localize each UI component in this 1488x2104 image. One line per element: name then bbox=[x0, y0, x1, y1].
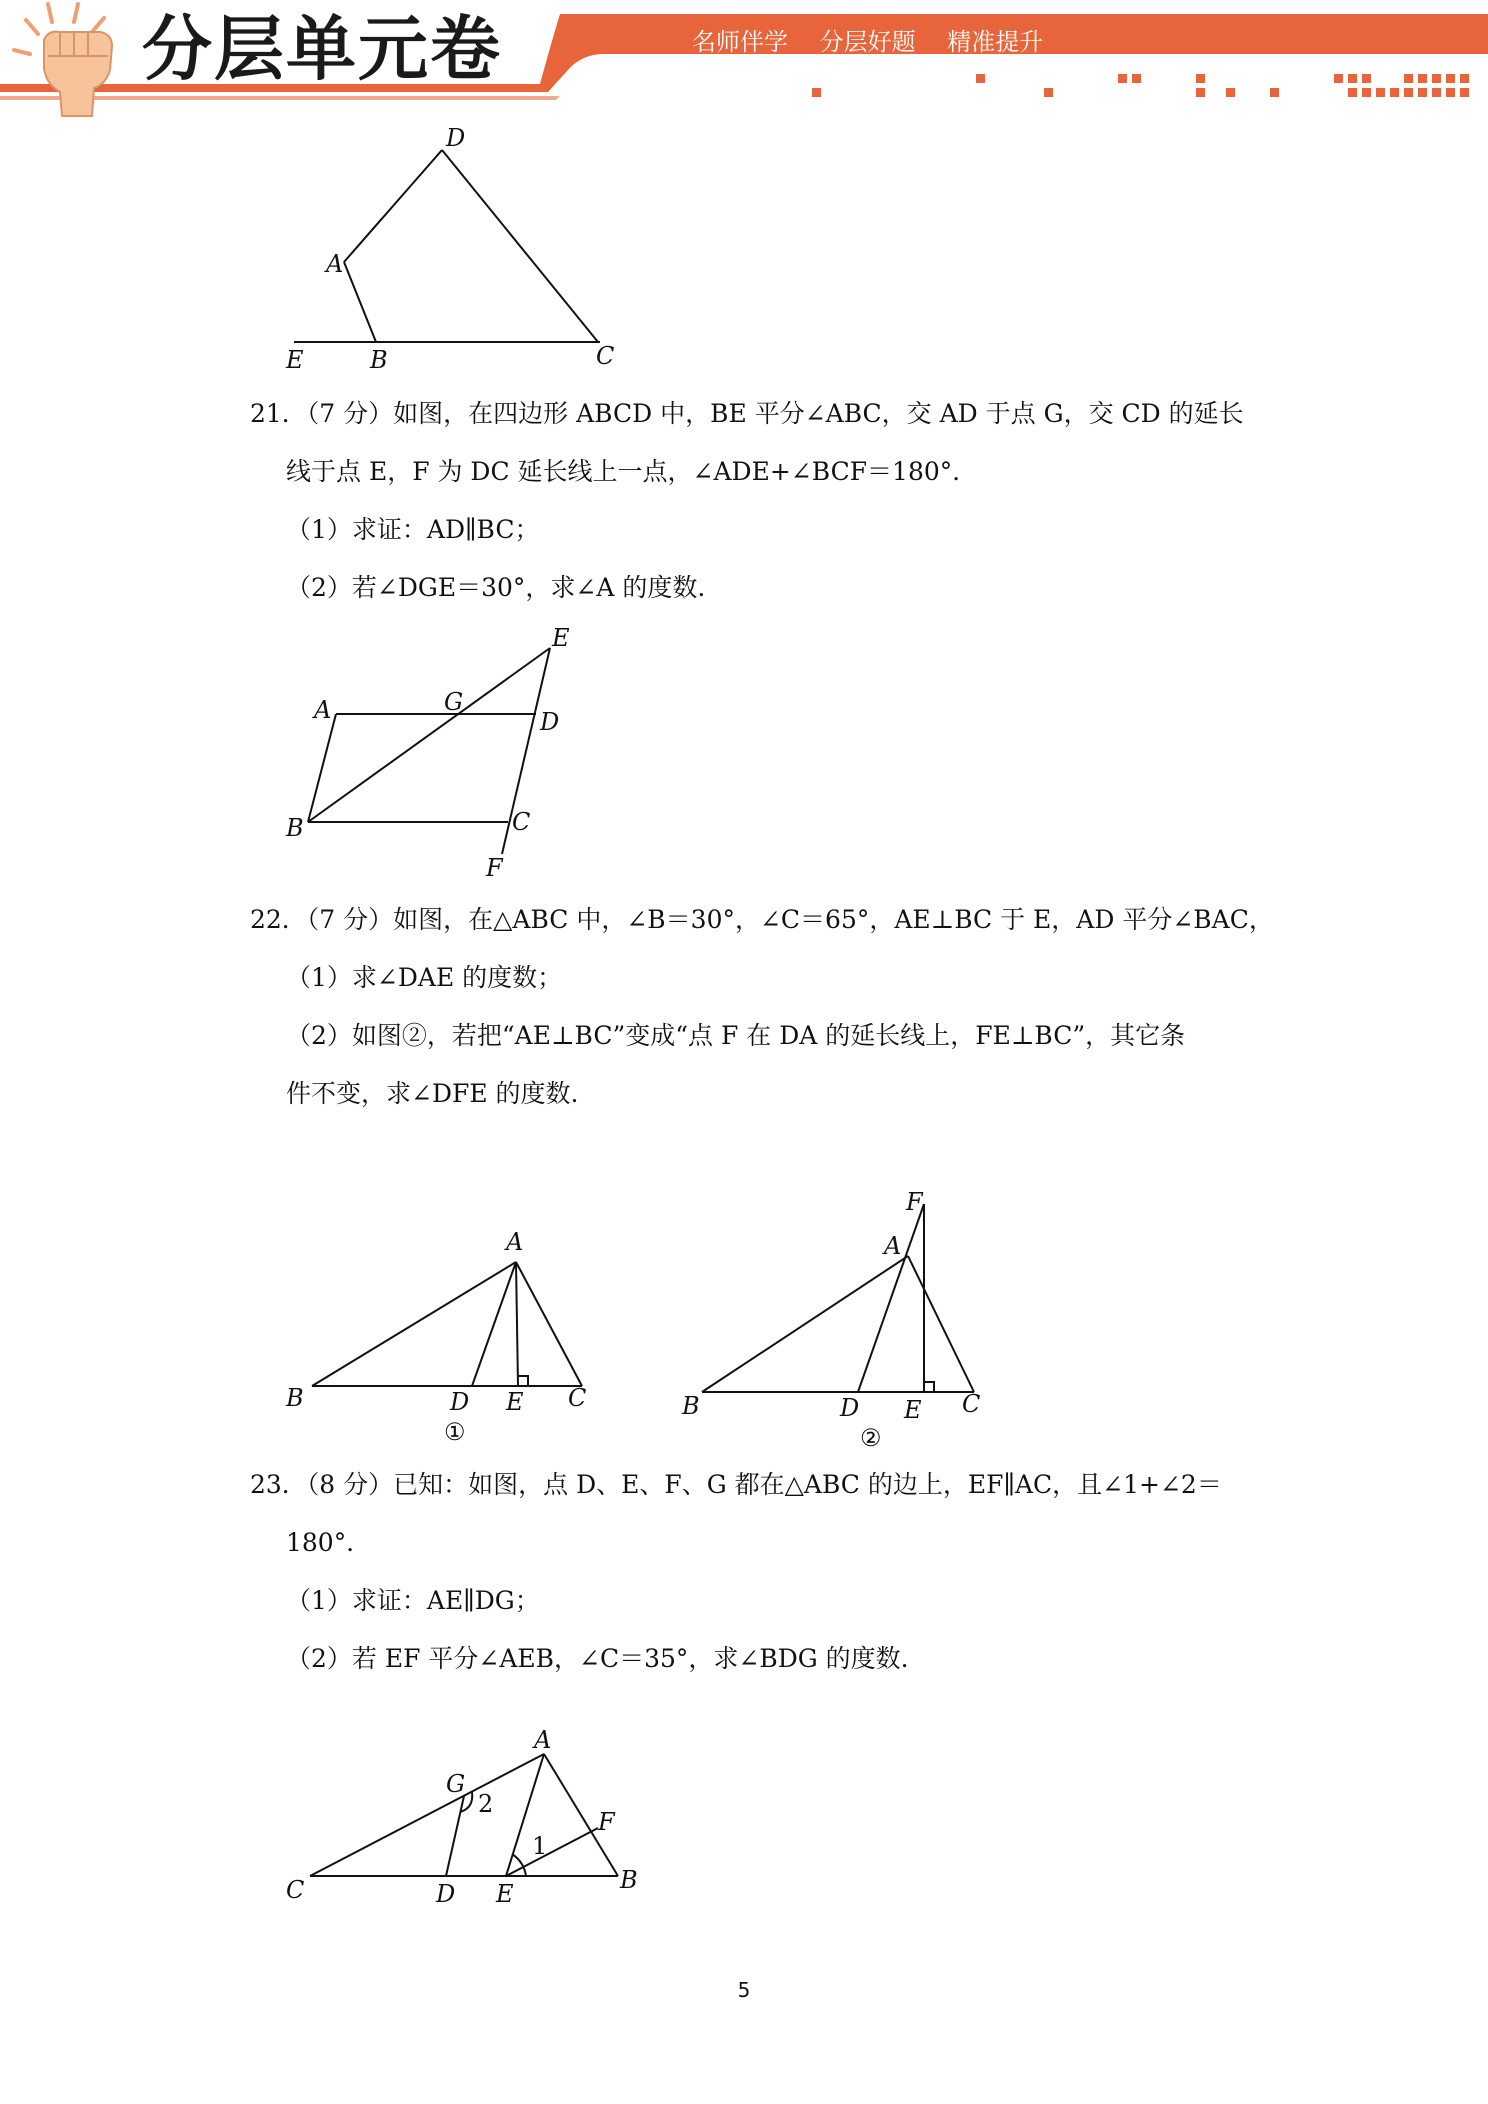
q22-part1: （1）求∠DAE 的度数； bbox=[286, 963, 563, 992]
segment-ad bbox=[344, 150, 442, 262]
segment-ab bbox=[702, 1256, 908, 1392]
label-B: B bbox=[286, 814, 304, 842]
label-A: A bbox=[506, 1228, 524, 1256]
figure-q23 bbox=[270, 1700, 670, 1920]
slogan-2: 分层好题 bbox=[819, 28, 916, 56]
label-B: B bbox=[286, 1384, 304, 1412]
slogan-1: 名师伴学 bbox=[692, 28, 788, 56]
label-D: D bbox=[446, 124, 466, 152]
label-angle-2: 2 bbox=[478, 1790, 494, 1818]
segment-ad bbox=[472, 1262, 516, 1386]
segment-ae bbox=[516, 1262, 518, 1386]
figure-q22-1 bbox=[270, 1218, 610, 1458]
page-number: 5 bbox=[737, 1978, 751, 2002]
caption-1: ① bbox=[444, 1418, 466, 1446]
figure-q21 bbox=[270, 620, 590, 890]
label-B: B bbox=[682, 1392, 700, 1420]
segment-ab bbox=[312, 1262, 516, 1386]
q22-part2: （2）如图②，若把“AE⊥BC”变成“点 F 在 DA 的延长线上，FE⊥BC”，其它条 bbox=[286, 1021, 1186, 1050]
slogan-3: 精准提升 bbox=[947, 28, 1044, 56]
q23-line1: 23．（8 分）已知：如图，点 D、E、F、G 都在△ABC 的边上，EF∥AC，且∠1+∠2＝ bbox=[250, 1470, 1222, 1499]
label-E: E bbox=[286, 346, 304, 374]
q23-line2: 180°． bbox=[286, 1528, 372, 1557]
label-C: C bbox=[962, 1390, 981, 1418]
q23-part2: （2）若 EF 平分∠AEB，∠C＝35°，求∠BDG 的度数. bbox=[286, 1644, 909, 1673]
label-D: D bbox=[840, 1394, 860, 1422]
fist-icon bbox=[8, 0, 138, 120]
q23-part1: （1）求证：AE∥DG； bbox=[286, 1586, 540, 1615]
label-F: F bbox=[486, 854, 503, 882]
label-D: D bbox=[450, 1388, 470, 1416]
q22-part2b: 件不变，求∠DFE 的度数. bbox=[286, 1079, 579, 1108]
right-angle-mark bbox=[924, 1382, 934, 1392]
label-B: B bbox=[370, 346, 388, 374]
label-E: E bbox=[904, 1396, 922, 1424]
label-D: D bbox=[540, 708, 560, 736]
figure-quadrilateral-top bbox=[270, 120, 630, 380]
caption-2: ② bbox=[860, 1424, 882, 1452]
q21-line1: 21．（7 分）如图，在四边形 ABCD 中，BE 平分∠ABC，交 AD 于点 G，交 CD 的延长 bbox=[250, 399, 1244, 428]
label-C: C bbox=[286, 1876, 305, 1904]
label-B: B bbox=[620, 1866, 638, 1894]
label-A: A bbox=[326, 250, 344, 278]
label-A: A bbox=[314, 696, 332, 724]
label-A: A bbox=[884, 1232, 902, 1260]
segment-ac bbox=[516, 1262, 582, 1386]
label-D: D bbox=[436, 1880, 456, 1908]
label-F: F bbox=[906, 1188, 923, 1216]
label-angle-1: 1 bbox=[532, 1832, 548, 1860]
label-G: G bbox=[446, 1770, 466, 1798]
label-F: F bbox=[598, 1808, 615, 1836]
q21-line2: 线于点 E，F 为 DC 延长线上一点，∠ADE+∠BCF＝180°． bbox=[286, 457, 978, 486]
label-C: C bbox=[512, 808, 531, 836]
q21-part1: （1）求证：AD∥BC； bbox=[286, 515, 540, 544]
header-title: 分层单元卷 bbox=[142, 8, 502, 90]
q21-part2: （2）若∠DGE＝30°，求∠A 的度数. bbox=[286, 573, 706, 602]
segment-ac bbox=[908, 1256, 974, 1392]
label-G: G bbox=[444, 688, 464, 716]
label-A: A bbox=[534, 1726, 552, 1754]
segment-be bbox=[308, 648, 550, 822]
label-C: C bbox=[596, 342, 615, 370]
q22-line1: 22．（7 分）如图，在△ABC 中，∠B＝30°，∠C＝65°，AE⊥BC 于 E，AD 平分∠BAC， bbox=[250, 905, 1274, 934]
figure-q22-2 bbox=[670, 1180, 1010, 1460]
page-header bbox=[0, 0, 1488, 120]
label-E: E bbox=[496, 1880, 514, 1908]
right-angle-mark bbox=[518, 1376, 528, 1386]
segment-ca bbox=[310, 1754, 544, 1876]
label-E: E bbox=[552, 624, 570, 652]
segment-dc bbox=[442, 150, 598, 342]
segment-ef bbox=[506, 1828, 598, 1876]
label-E: E bbox=[506, 1388, 524, 1416]
segment-ab bbox=[344, 262, 376, 342]
label-C: C bbox=[568, 1384, 587, 1412]
segment-gd bbox=[446, 1796, 464, 1876]
header-slogan bbox=[692, 22, 1067, 57]
